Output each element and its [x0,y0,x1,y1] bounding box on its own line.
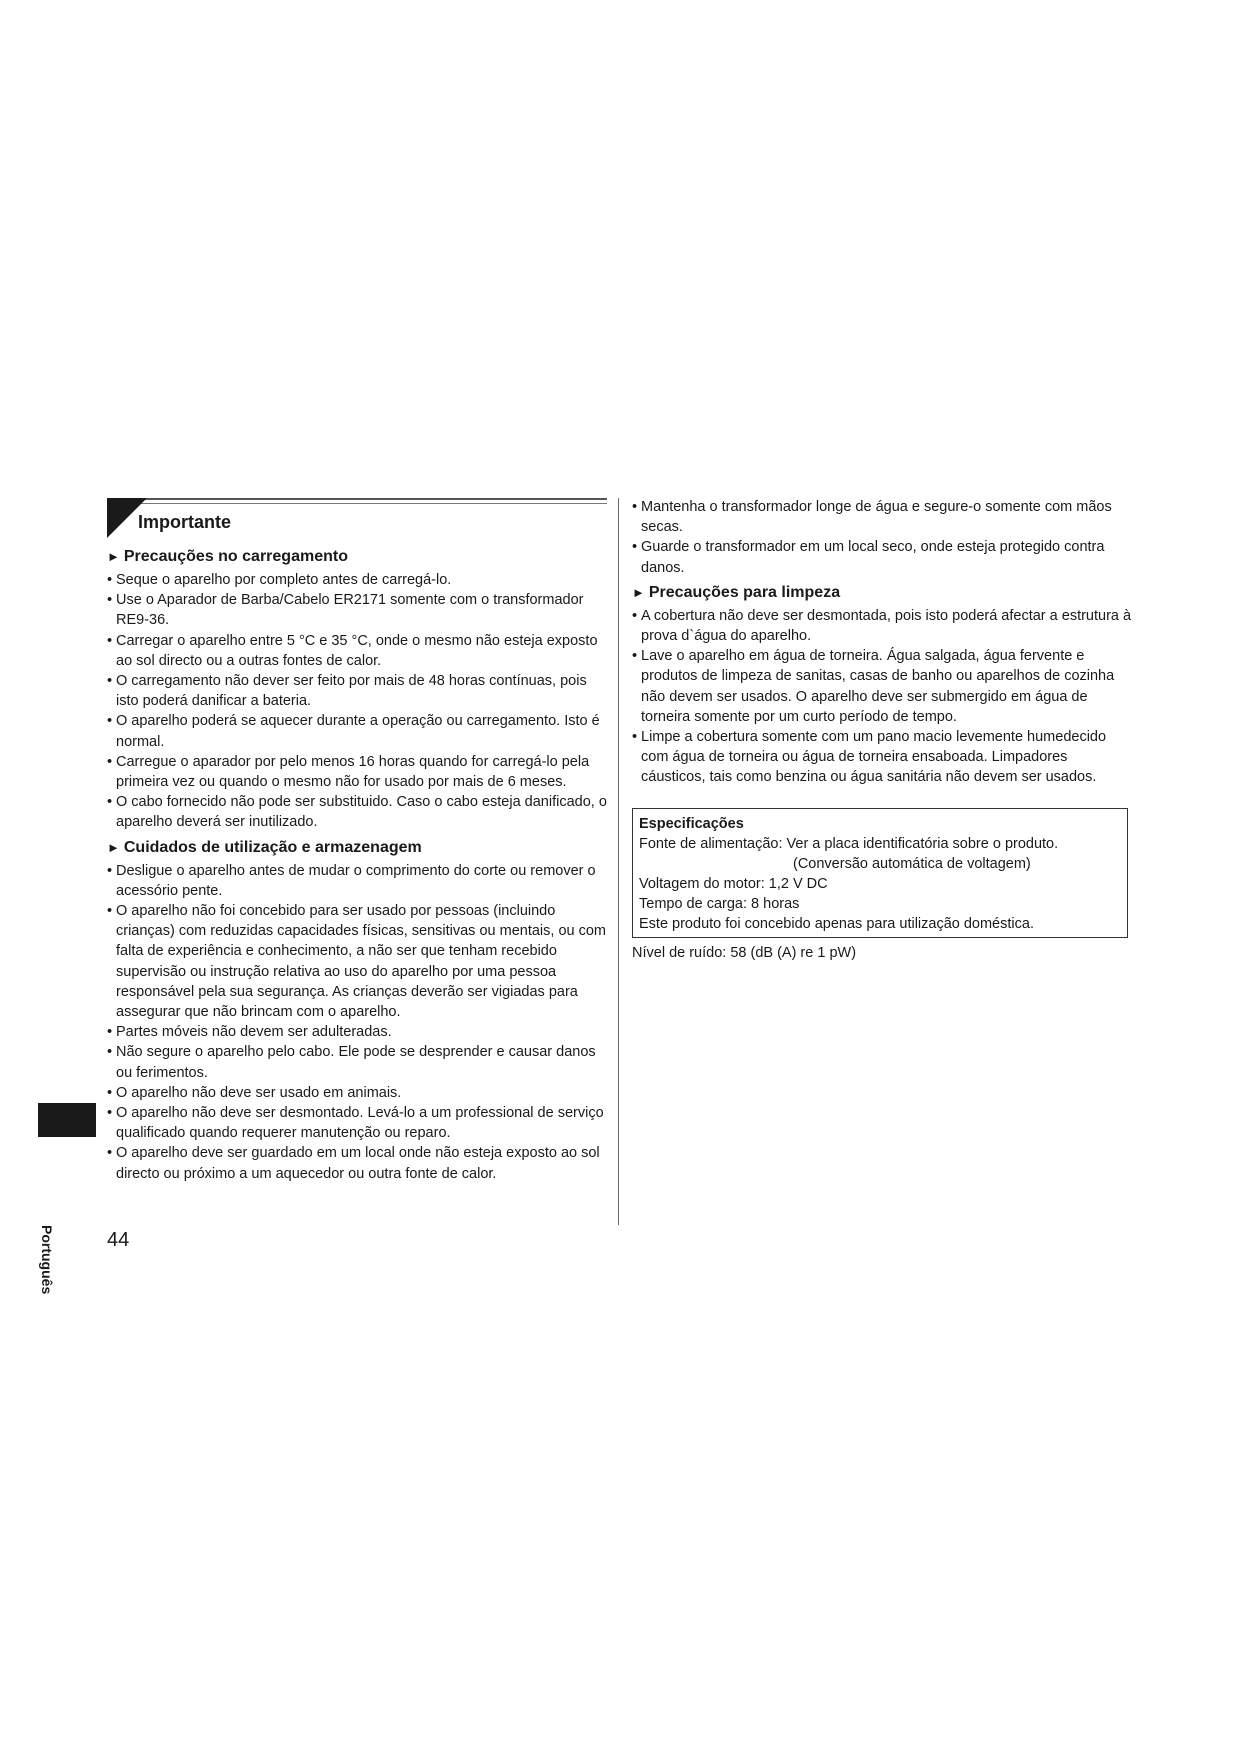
bullet-icon: • [632,729,638,746]
list-item: • Use o Aparador de Barba/Cabelo ER2171 somente com o transformador RE9-36. [107,592,584,629]
list-item: • O cabo fornecido não pode ser substituido. Caso o cabo esteja danificado, o aparelho deverá ser inutilizado. [107,794,607,831]
spec-power: Fonte de alimentação: Ver a placa identificatória sobre o produto. [639,835,1059,852]
spec-domestic-use: Este produto foi concebido apenas para utilização doméstica. [639,916,1034,933]
list-item: • Partes móveis não devem ser adulteradas. [107,1022,607,1042]
language-label: Português [39,1225,55,1295]
bullet-icon: • [107,1044,113,1061]
spec-charge-time: Tempo de carga: 8 horas [639,896,800,913]
bullet-icon: • [107,1084,113,1101]
important-title: Importante [138,512,232,532]
list-item: • Lave o aparelho em água de torneira. Água salgada, água fervente e produtos de limpeza de sanitas, casas de banho ou aparelhos de cozinha não devem ser usados. O aparelho deve ser submergido em água de torneira somente por um curto período de tempo. [632,648,1115,725]
list-item: • Desligue o aparelho antes de mudar o comprimento do corte ou remover o acessório pente. [107,862,596,899]
bullet-icon: • [632,499,638,515]
list-item: • O aparelho não deve ser usado em animais. [107,1083,607,1103]
header-rule [107,498,607,500]
bullet-icon: • [107,903,113,920]
list-item: • O aparelho deve ser guardado em um local onde não esteja exposto ao sol directo ou próximo a um aquecedor ou outra fonte de calor. [107,1145,600,1182]
list-item: • A cobertura não deve ser desmontada, pois isto poderá afectar a estrutura à prova d`água do aparelho. [632,607,1132,645]
bullet-icon: • [107,572,113,588]
noise-level: Nível de ruído: 58 (dB (A) re 1 pW) [632,944,857,961]
specifications-box [632,808,1128,938]
list-item: • O carregamento não dever ser feito por mais de 48 horas contínuas, pois isto poderá danificar a bateria. [107,673,587,710]
header-rule-thin [107,503,607,504]
list-item: • Não segure o aparelho pelo cabo. Ele pode se desprender e causar danos ou ferimentos. [107,1044,596,1081]
bullet-icon: • [107,794,113,811]
list-item: • Carregar o aparelho entre 5 °C e 35 °C, onde o mesmo não esteja exposto ao sol directo ou a outras fontes de calor. [107,632,598,669]
bullet-icon: • [107,753,113,770]
bullet-icon: • [107,673,113,690]
bullet-icon: • [632,539,638,556]
bullet-icon: • [107,1145,113,1162]
specifications-title: Especificações [639,815,744,832]
section-heading-charging: ► Precauções no carregamento [107,548,348,565]
arrow-icon: ► [107,839,120,855]
right-column [632,497,1132,963]
care-list [107,861,607,1184]
list-item: • Guarde o transformador em um local seco, onde esteja protegido contra danos. [632,539,1105,576]
language-tab [38,1103,96,1137]
bullet-icon: • [632,607,638,624]
bullet-icon: • [107,713,113,730]
spec-motor-voltage: Voltagem do motor: 1,2 V DC [639,876,828,893]
arrow-icon: ► [632,584,645,600]
list-item: • Carregue o aparador por pelo menos 16 horas quando for carregá-lo pela primeira vez ou quando o mesmo não for usado por mais de 6 meses. [107,753,590,791]
cleaning-list [632,606,1132,788]
bullet-icon: • [107,632,113,649]
list-item: • O aparelho não deve ser desmontado. Levá-lo a um professional de serviço qualificado quando requerer manutenção ou reparo. [107,1105,604,1142]
bullet-icon: • [107,1105,113,1122]
list-item: • O aparelho poderá se aquecer durante a operação ou carregamento. Isto é normal. [107,713,600,750]
bullet-icon: • [107,1024,113,1041]
page-number: 44 [107,1229,130,1251]
list-item: • Mantenha o transformador longe de água e segure-o somente com mãos secas. [632,499,1112,536]
bullet-icon: • [107,592,113,609]
list-item: • O aparelho não foi concebido para ser usado por pessoas (incluindo crianças) com reduzidas capacidades físicas, sensitivas ou mentais, ou com falta de experiência e conhecimento, a não ser que tenham recebido supervisão ou instrução relativa ao uso do aparelho por uma pessoa responsável pela sua segurança. As crianças deverão ser vigiadas para assegurar que não brincam com o aparelho. [107,903,606,1021]
important-header [107,498,607,538]
bullet-icon: • [107,862,113,879]
bullet-icon: • [632,648,638,665]
adapter-list [632,497,1132,578]
spec-power-note: (Conversão automática de voltagem) [793,855,1031,872]
section-heading-care: ► Cuidados de utilização e armazenagem [107,838,422,856]
charging-list [107,570,607,833]
section-heading-cleaning: ► Precauções para limpeza [632,583,841,601]
list-item: • Limpe a cobertura somente com um pano macio levemente humedecido com água de torneira ou água de torneira ensaboada. Limpadores cáusticos, tais como benzina ou água sanitária não devem ser usados. [632,729,1107,786]
left-column [107,498,607,1188]
list-item: • Seque o aparelho por completo antes de carregá-lo. [107,570,607,590]
column-divider [618,498,619,1225]
arrow-icon: ► [107,549,120,564]
